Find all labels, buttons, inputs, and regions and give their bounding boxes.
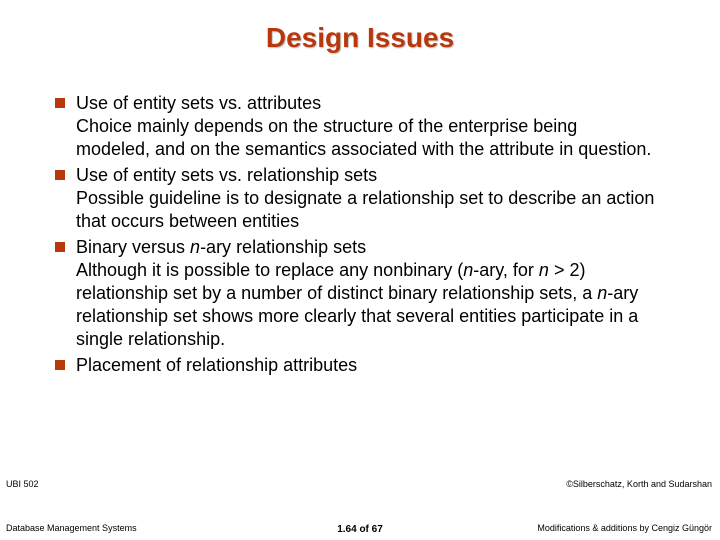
bullet-item-entity-vs-attributes bbox=[55, 92, 655, 161]
bullet-item-binary-vs-nary bbox=[55, 236, 655, 351]
bullet-detail: Choice mainly depends on the structure of the enterprise being modeled, and on the semantics associated with the attribute in question. bbox=[76, 116, 652, 159]
bullet-heading bbox=[76, 236, 655, 259]
square-bullet-icon bbox=[55, 98, 65, 108]
bullet-heading: Use of entity sets vs. relationship sets bbox=[76, 165, 378, 185]
heading-text: -ary relationship sets bbox=[200, 237, 367, 257]
square-bullet-icon bbox=[55, 360, 65, 370]
detail-text: -ary, for bbox=[473, 260, 539, 280]
detail-text: > 2) relationship set by a number of distinct binary relationship sets, a bbox=[76, 260, 598, 303]
bullet-heading: Use of entity sets vs. attributes bbox=[76, 93, 322, 113]
bullet-heading: Placement of relationship attributes bbox=[76, 355, 358, 375]
footer-course-code: UBI 502 bbox=[6, 479, 39, 489]
heading-italic-n: n bbox=[190, 237, 201, 257]
detail-text: Although it is possible to replace any nonbinary ( bbox=[76, 260, 464, 280]
bullet-item-relationship-attributes bbox=[55, 354, 655, 377]
bullet-list bbox=[55, 92, 655, 380]
heading-text: Binary versus bbox=[76, 237, 191, 257]
bullet-item-entity-vs-relationship bbox=[55, 164, 655, 233]
footer-modifications: Modifications & additions by Cengiz Güngör bbox=[537, 523, 712, 533]
bullet-detail bbox=[76, 259, 655, 351]
detail-italic-n: n bbox=[538, 260, 549, 280]
detail-italic-n: n bbox=[463, 260, 474, 280]
square-bullet-icon bbox=[55, 242, 65, 252]
bullet-detail: Possible guideline is to designate a relationship set to describe an action that occurs between entities bbox=[76, 188, 655, 231]
detail-text: -ary relationship set shows more clearly that several entities participate in a single relationship. bbox=[76, 283, 639, 349]
slide-title: Design Issues bbox=[265, 22, 455, 53]
footer-copyright: ©Silberschatz, Korth and Sudarshan bbox=[566, 479, 712, 489]
square-bullet-icon bbox=[55, 170, 65, 180]
footer-course-name: Database Management Systems bbox=[6, 523, 137, 533]
detail-italic-n: n bbox=[597, 283, 608, 303]
footer-page-number: 1.64 of 67 bbox=[337, 524, 383, 535]
